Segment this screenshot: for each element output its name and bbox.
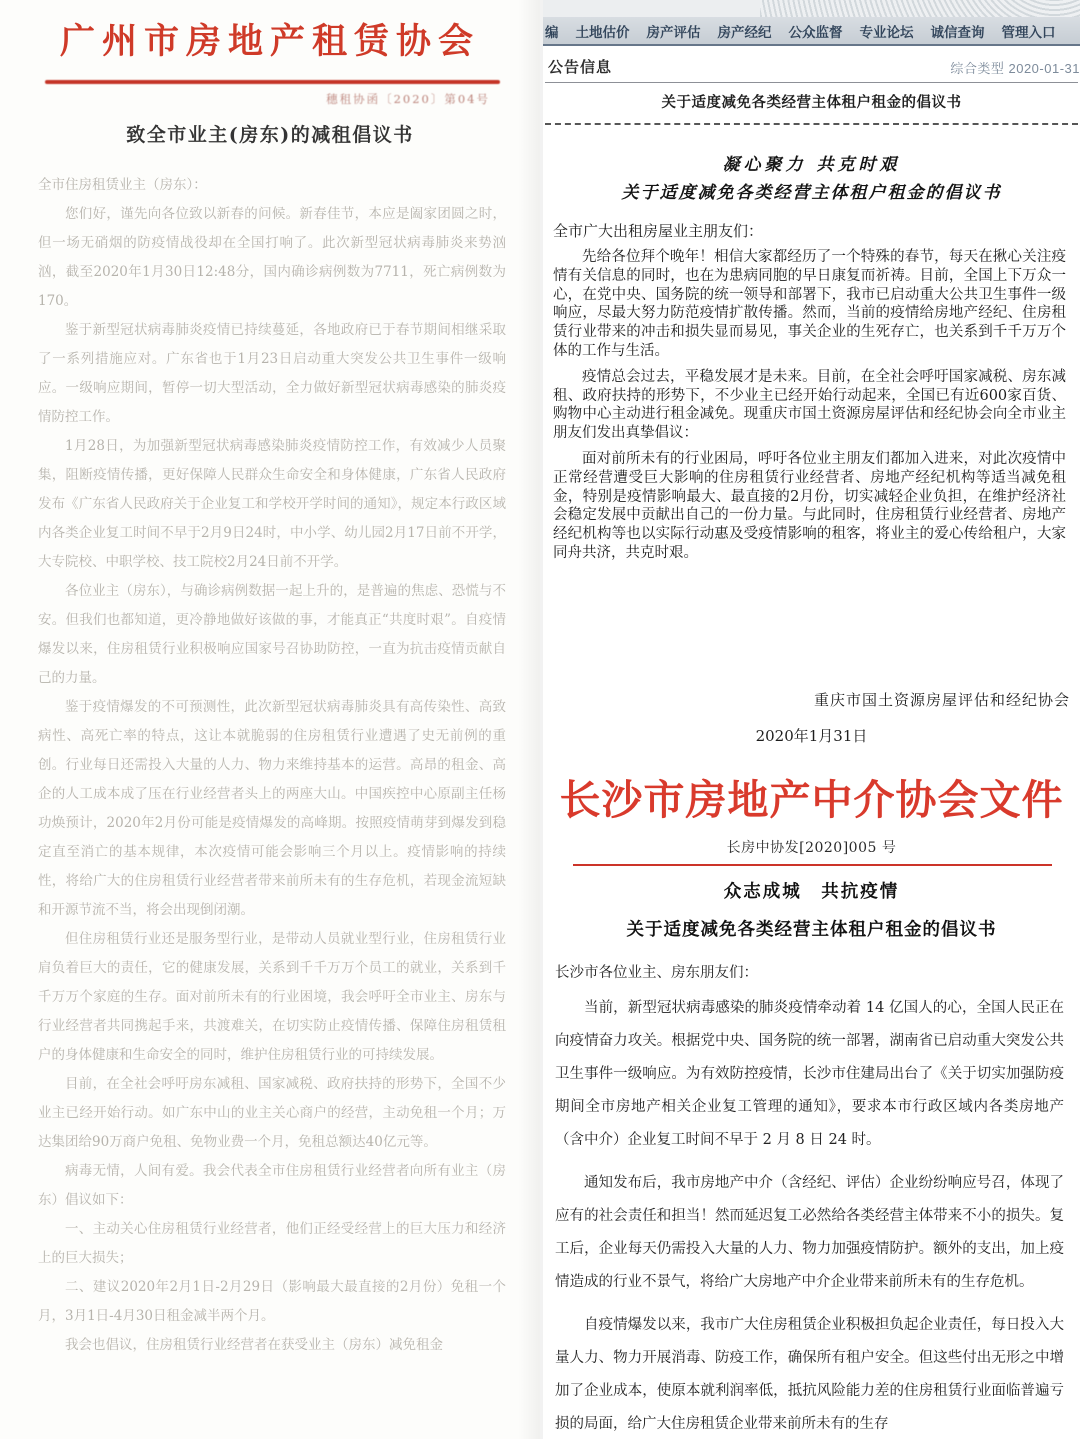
- gz-paragraph: 目前，在全社会呼吁房东减租、国家减税、政府扶持的形势下，全国不少业主已经开始行动。如广东中山的业主关心商户的经营，主动免租一个月；万达集团给90万商户免租、免物业费一个月，免租总额达40亿元等。: [38, 1076, 506, 1150]
- post-title: 关于适度减免各类经营主体租户租金的倡议书: [661, 94, 962, 111]
- nav-item-partial[interactable]: 编: [545, 24, 559, 40]
- cq-paragraph: 疫情总会过去，平稳发展才是未来。目前，在全社会呼吁国家减税、房东减租、政府扶持的形势下，不少业主已经开始行动起来，全国已有近600家百货、购物中心主动进行租金减免。现重庆市国土资源房屋评估和经纪协会向全市业主朋友们发出真挚倡议：: [553, 368, 1066, 442]
- cs-paragraph: 通知发布后，我市房地产中介（含经纪、评估）企业纷纷响应号召，体现了应有的社会责任和担当！然而延迟复工必然给各类经营主体带来不小的损失。复工后，企业每天仍需投入大量的人力、物力加强疫情防护。额外的支出，加上疫情造成的行业不景气，将给广大房地产中介企业带来前所未有的生存危机。: [555, 1174, 1064, 1290]
- cq-heading-title: 关于适度减免各类经营主体租户租金的倡议书: [621, 183, 1002, 203]
- gz-doc-number: 穗租协函〔2020〕第04号: [326, 92, 490, 106]
- cs-org-title: 长沙市房地产中介协会文件: [559, 775, 1064, 824]
- gz-paragraph: 病毒无情，人间有爱。我会代表全市住房租赁行业经营者向所有业主（房东）倡议如下：: [38, 1163, 506, 1208]
- nav-item-forum[interactable]: 专业论坛: [859, 24, 914, 40]
- cs-red-rule: [573, 864, 1052, 866]
- guilloche-pattern: [760, 0, 1080, 17]
- gz-paragraph: 我会也倡议，住房租赁行业经营者在获受业主（房东）减免租金: [65, 1337, 443, 1353]
- cq-heading-slogan: 凝心聚力 共克时艰: [722, 155, 901, 175]
- cq-paragraph: 面对前所未有的行业困局，呼吁各位业主朋友们都加入进来，对此次疫情中正常经营遭受巨大影响的住房租赁行业经营者、房地产经纪机构等适当减免租金，特别是疫情影响最大、最直接的2月份，切实减轻企业负担，在维护经济社会稳定发展中贡献出自己的一份力量。与此同时，住房租赁行业经营者、房地产经纪机构等也以实际行动惠及受疫情影响的租客，将业主的爱心传给租户，大家同舟共济，共克时艰。: [553, 450, 1066, 561]
- webpage-pane: [543, 0, 1080, 1439]
- site-navbar: [543, 17, 1080, 46]
- gz-letter-body: [38, 171, 506, 1360]
- cq-paragraph: 先给各位拜个晚年！相信大家都经历了一个特殊的春节，每天在揪心关注疫情有关信息的同时，也在为患病同胞的早日康复而祈祷。目前，全国上下万众一心，在党中央、国务院的统一领导和部署下，我市已启动重大公共卫生事件一级响应，尽最大努力防范疫情扩散传播。然而，当前的疫情给房地产经纪、住房租赁行业带来的冲击和损失显而易见，事关企业的生死存亡，也关系到千千万万个体的工作与生活。: [553, 249, 1066, 359]
- scan-shadow: [518, 0, 540, 1439]
- page-content: [543, 46, 1080, 1439]
- gz-org-title: 广州市房地产租赁协会: [59, 21, 480, 62]
- cq-signature: 重庆市国土资源房屋评估和经纪协会: [813, 690, 1070, 709]
- cs-heading-title: 关于适度减免各类经营主体租户租金的倡议书: [626, 918, 997, 939]
- gz-salutation: 全市住房租赁业主（房东）：: [38, 177, 207, 193]
- cs-paragraph: 自疫情爆发以来，我市广大住房租赁企业积极担负起企业责任，每日投入大量人力、物力开展消毒、防疫工作，确保所有租户安全。但这些付出无形之中增加了企业成本，使原本就利润率低，抵抗风险能力差的住房租赁行业面临普遍亏损的局面，给广大住房租赁企业带来前所未有的生存: [555, 1316, 1064, 1432]
- gz-paragraph: 鉴于新型冠状病毒肺炎疫情已持续蔓延，各地政府已于春节期间相继采取了一系列措施应对。广东省也于1月23日启动重大突发公共卫生事件一级响应。一级响应期间，暂停一切大型活动，全力做好新型冠状病毒感染的肺炎疫情防控工作。: [38, 322, 506, 425]
- nav-item-public-supervision[interactable]: 公众监督: [788, 24, 843, 40]
- gz-paragraph: 二、建议2020年2月1日-2月29日（影响最大最直接的2月份）免租一个月，3月1日-4月30日租金减半两个月。: [38, 1279, 506, 1324]
- gz-paragraph: 您们好，谨先向各位致以新春的问候。新春佳节，本应是阖家团圆之时，但一场无硝烟的防疫情战役却在全国打响了。此次新型冠状病毒肺炎来势汹汹，截至2020年1月30日12:48分，国内确诊病例数为7711，死亡病例数为170。: [38, 206, 506, 309]
- post-meta-date: 综合类型 2020-01-31: [950, 61, 1080, 76]
- nav-item-credit-query[interactable]: 诚信查询: [930, 24, 985, 40]
- nav-item-land-appraisal[interactable]: 土地估价: [575, 24, 630, 40]
- gz-paragraph: 各位业主（房东），与确诊病例数据一起上升的，是普遍的焦虑、恐慌与不安。但我们也都知道，更冷静地做好该做的事，才能真正“共度时艰”。自疫情爆发以来，住房租赁行业积极响应国家号召协助防控，一直为抗击疫情贡献自己的力量。: [38, 583, 506, 686]
- gz-paragraph: 鉴于疫情爆发的不可预测性，此次新型冠状病毒肺炎具有高传染性、高致病性、高死亡率的特点，这让本就脆弱的住房租赁行业遭遇了史无前例的重创。行业每日还需投入大量的人力、物力来维持基本的运营。高昂的租金、高企的人工成本成了压在行业经营者头上的两座大山。中国疾控中心原副主任杨功焕预计，2020年2月份可能是疫情爆发的高峰期。按照疫情萌芽到爆发到稳定直至消亡的基本规律，本次疫情可能会影响三个月以上。疫情影响的持续性，将给广大的住房租赁行业经营者带来前所未有的生存危机，若现金流短缺和开源节流不当，将会出现倒闭潮。: [38, 699, 506, 918]
- cq-salutation: 全市广大出租房屋业主朋友们：: [553, 222, 764, 240]
- gz-paragraph: 1月28日，为加强新型冠状病毒感染肺炎疫情防控工作，有效减少人员聚集，阻断疫情传播，更好保障人民群众生命安全和身体健康，广东省人民政府发布《广东省人民政府关于企业复工和学校开学时间的通知》，规定本行政区域内各类企业复工时间不早于2月9日24时，中小学、幼儿园2月17日前不开学，大专院校、中职学校、技工院校2月24日前不开学。: [38, 438, 506, 570]
- gz-letter-title: 致全市业主(房东)的减租倡议书: [126, 124, 414, 146]
- gz-red-rule: [45, 80, 500, 84]
- cs-doc-number: 长房中协发[2020]005 号: [726, 839, 897, 856]
- gz-paragraph: 一、主动关心住房租赁行业经营者，他们正经受经营上的巨大压力和经济上的巨大损失；: [38, 1221, 506, 1266]
- nav-item-property-valuation[interactable]: 房产评估: [646, 24, 701, 40]
- cs-paragraph: 当前，新型冠状病毒感染的肺炎疫情牵动着 14 亿国人的心，全国人民正在向疫情奋力攻关。根据党中央、国务院的统一部署，湖南省已启动重大突发公共卫生事件一级响应。为有效防控疫情，长沙市住建局出台了《关于切实加强防疫期间全市房地产相关企业复工管理的通知》，要求本市行政区域内各类房地产（含中介）企业复工时间不早于 2 月 8 日 24 时。: [555, 999, 1064, 1148]
- gz-paragraph: 但住房租赁行业还是服务型行业，是带动人员就业型行业，住房租赁行业肩负着巨大的责任，它的健康发展，关系到千千万万个员工的就业，关系到千千万万个家庭的生存。面对前所未有的行业困境，我会呼吁全市业主、房东与行业经营者共同携起手来，共渡难关，在切实防止疫情传播、保障住房租赁租户的身体健康和生命安全的同时，维护住房租赁行业的可持续发展。: [38, 931, 506, 1063]
- section-divider: [545, 82, 1078, 83]
- dashed-divider: [545, 123, 1078, 125]
- announcement-header: [548, 56, 1080, 76]
- cq-date: 2020年1月31日: [755, 726, 868, 745]
- cs-heading-slogan: 众志成城 共抗疫情: [723, 880, 900, 901]
- nav-item-property-brokerage[interactable]: 房产经纪: [717, 24, 772, 40]
- nav-item-admin-login[interactable]: 管理入口: [1001, 24, 1056, 40]
- cs-salutation: 长沙市各位业主、房东朋友们：: [555, 964, 758, 981]
- page-top-strip: [543, 0, 1080, 17]
- section-title: 公告信息: [548, 59, 613, 76]
